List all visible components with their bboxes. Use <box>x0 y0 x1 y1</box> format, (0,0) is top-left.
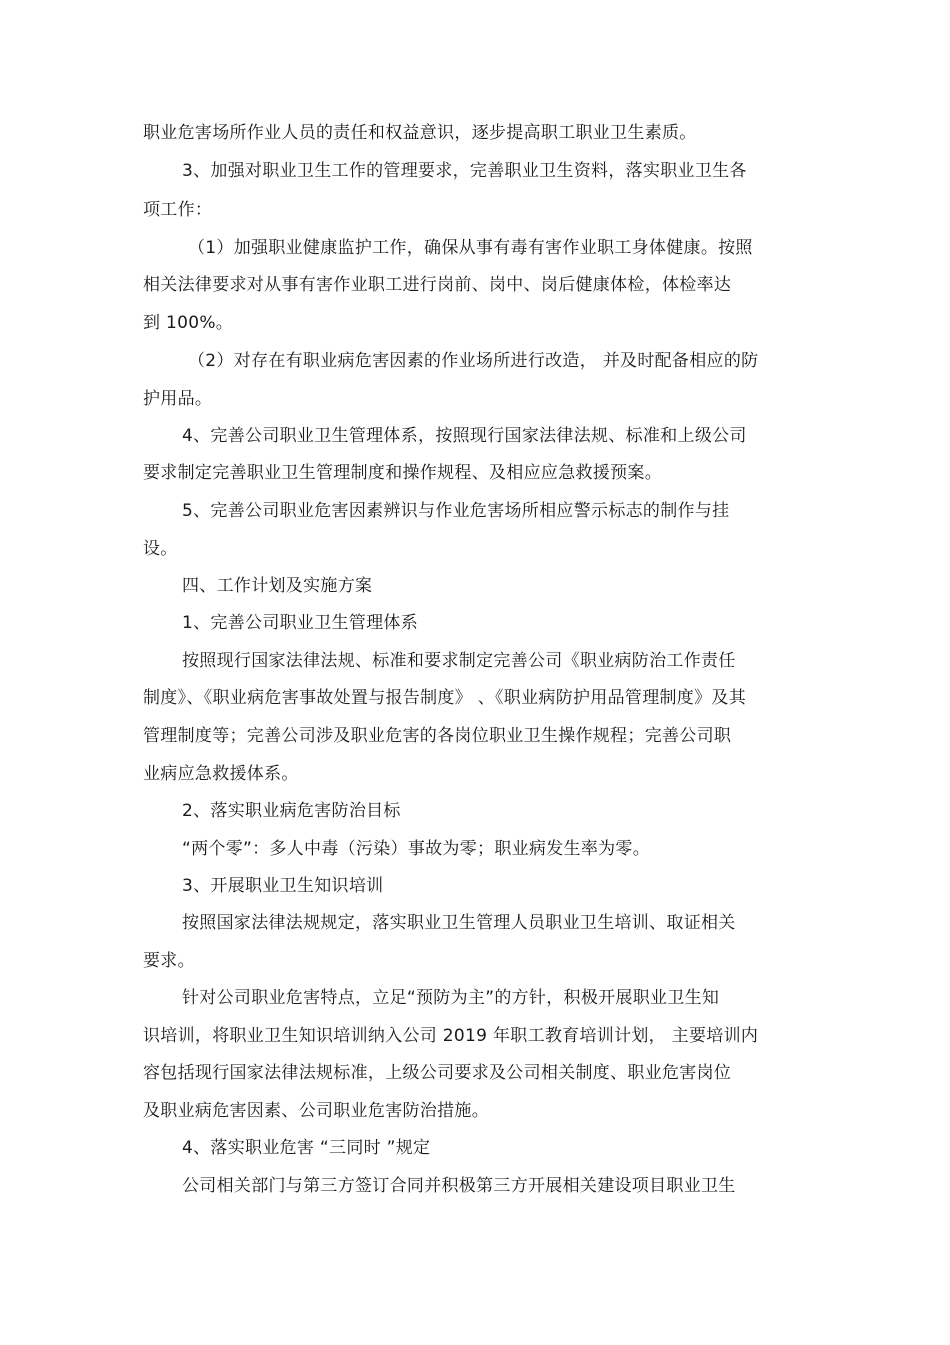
subsection-heading: 4、落实职业危害 “三同时 ”规定 <box>182 1138 431 1158</box>
text-line: 3、加强对职业卫生工作的管理要求，完善职业卫生资料，落实职业卫生各 <box>182 161 747 181</box>
text-line: 护用品。 <box>143 389 213 409</box>
text-line: 识培训，将职业卫生知识培训纳入公司 2019 年职工教育培训计划， 主要培训内 <box>143 1026 759 1046</box>
text-line: 针对公司职业危害特点，立足“预防为主”的方针，积极开展职业卫生知 <box>182 988 720 1008</box>
text-line: 4、完善公司职业卫生管理体系，按照现行国家法律法规、标准和上级公司 <box>182 426 747 446</box>
text-line: 到 100%。 <box>143 313 234 333</box>
section-heading: 四、工作计划及实施方案 <box>182 576 373 596</box>
text-line: 职业危害场所作业人员的责任和权益意识，逐步提高职工职业卫生素质。 <box>143 123 697 143</box>
text-line: “两个零”：多人中毒（污染）事故为零；职业病发生率为零。 <box>182 839 651 859</box>
subsection-heading: 1、完善公司职业卫生管理体系 <box>182 613 419 633</box>
text-line: 容包括现行国家法律法规标准，上级公司要求及公司相关制度、职业危害岗位 <box>143 1063 732 1083</box>
subsection-heading: 3、开展职业卫生知识培训 <box>182 876 384 896</box>
text-line: （2）对存在有职业病危害因素的作业场所进行改造， 并及时配备相应的防 <box>188 351 759 371</box>
text-line: 及职业病危害因素、公司职业危害防治措施。 <box>143 1101 489 1121</box>
text-line: 项工作： <box>143 200 213 220</box>
text-line: 要求制定完善职业卫生管理制度和操作规程、及相应应急救援预案。 <box>143 463 662 483</box>
text-line: 管理制度等；完善公司涉及职业危害的各岗位职业卫生操作规程；完善公司职 <box>143 726 732 746</box>
text-line: 5、完善公司职业危害因素辨识与作业危害场所相应警示标志的制作与挂 <box>182 501 730 521</box>
text-line: 按照现行国家法律法规、标准和要求制定完善公司《职业病防治工作责任 <box>182 651 736 671</box>
subsection-heading: 2、落实职业病危害防治目标 <box>182 801 401 821</box>
text-line: 公司相关部门与第三方签订合同并积极第三方开展相关建设项目职业卫生 <box>182 1176 736 1196</box>
text-line: （1）加强职业健康监护工作，确保从事有毒有害作业职工身体健康。按照 <box>188 238 753 258</box>
text-line: 制度》、《职业病危害事故处置与报告制度》 、《职业病防护用品管理制度》及其 <box>143 688 747 708</box>
text-line: 按照国家法律法规规定，落实职业卫生管理人员职业卫生培训、取证相关 <box>182 913 736 933</box>
text-line: 业病应急救援体系。 <box>143 764 299 784</box>
text-line: 设。 <box>143 539 178 559</box>
text-line: 相关法律要求对从事有害作业职工进行岗前、岗中、岗后健康体检，体检率达 <box>143 275 732 295</box>
text-line: 要求。 <box>143 951 195 971</box>
